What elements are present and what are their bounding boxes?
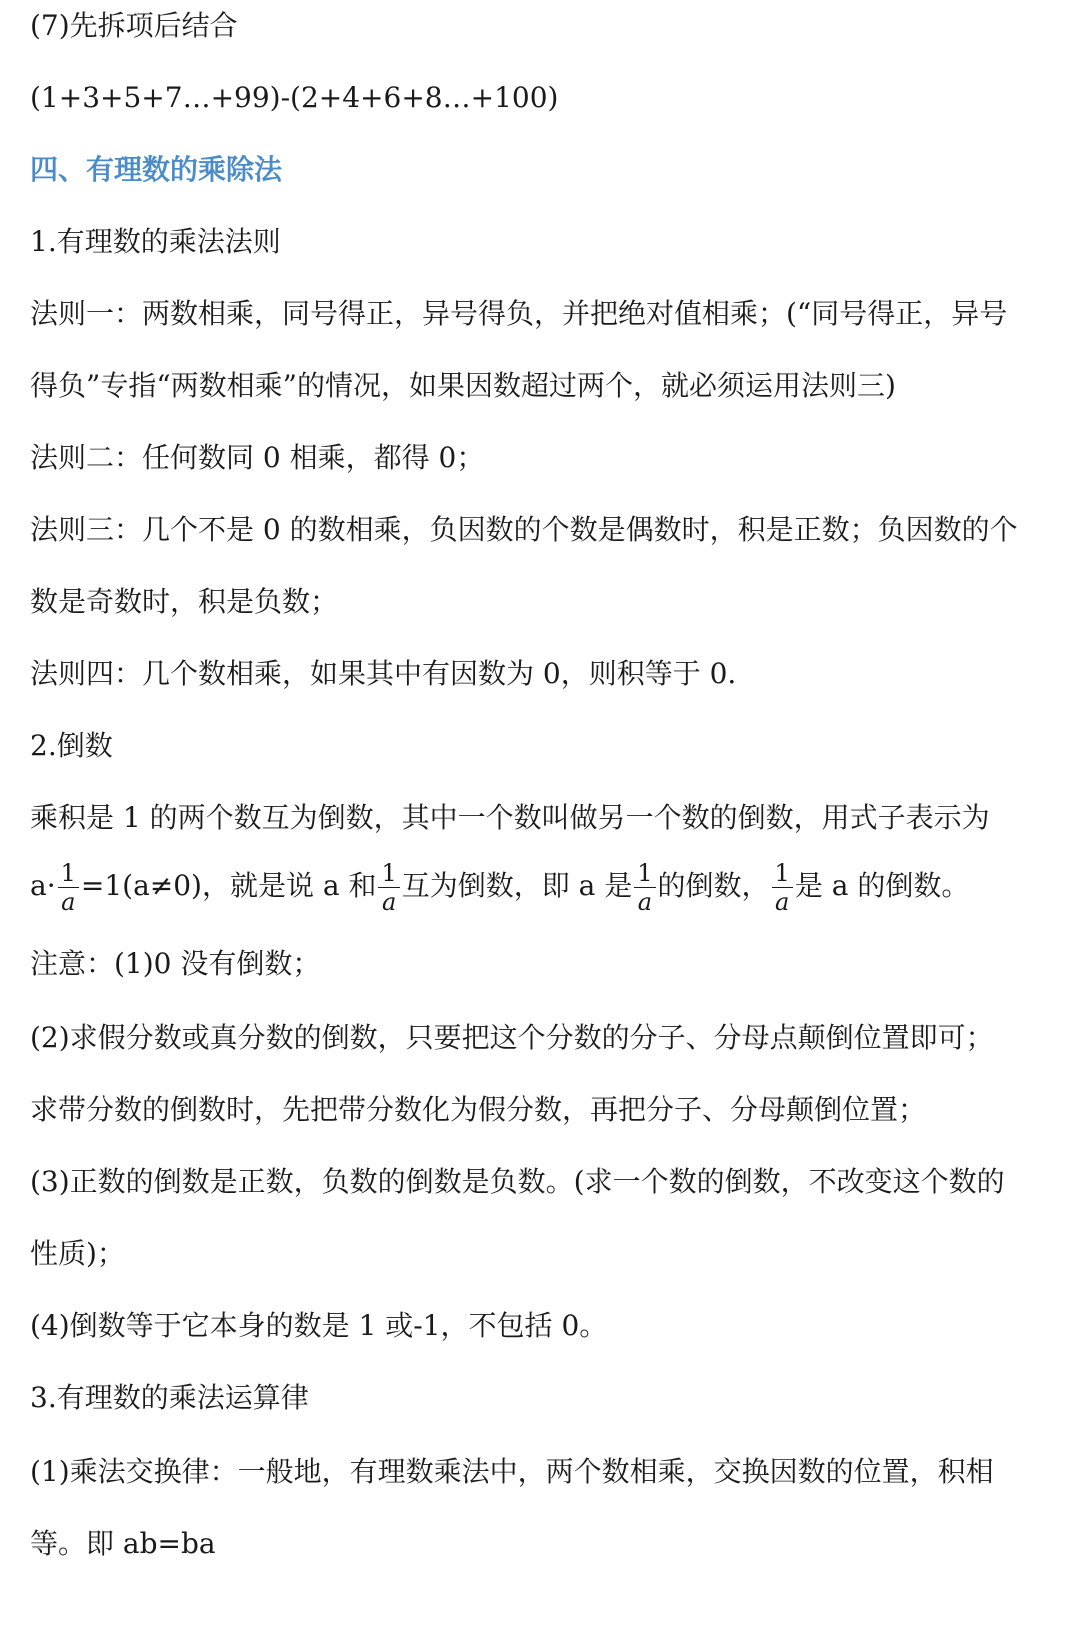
formula-part-2: =1(a≠0)，就是说 a 和 xyxy=(80,869,377,902)
note-4: (4)倒数等于它本身的数是 1 或-1，不包括 0。 xyxy=(30,1309,608,1342)
reciprocal-definition: 乘积是 1 的两个数互为倒数，其中一个数叫做另一个数的倒数，用式子表示为 xyxy=(30,801,990,834)
commutative-law-line-1: (1)乘法交换律：一般地，有理数乘法中，两个数相乘，交换因数的位置，积相 xyxy=(30,1455,994,1488)
subheading-reciprocal: 2.倒数 xyxy=(30,729,113,762)
rule-1-line-1: 法则一：两数相乘，同号得正，异号得负，并把绝对值相乘；(“同号得正，异号 xyxy=(30,297,1008,330)
fraction-1-over-a: $\frac{1}{a}$ xyxy=(634,861,655,914)
rule-3-line-2: 数是奇数时，积是负数； xyxy=(30,585,339,618)
subheading-multiplication-rule: 1.有理数的乘法法则 xyxy=(30,225,281,258)
rule-2: 法则二：任何数同 0 相乘，都得 0； xyxy=(30,441,485,474)
commutative-law-line-2: 等。即 ab=ba xyxy=(30,1527,216,1560)
expression-text: (1+3+5+7…+99)-(2+4+6+8…+100) xyxy=(30,81,559,114)
note-2-line-1: (2)求假分数或真分数的倒数，只要把这个分数的分子、分母点颠倒位置即可； xyxy=(30,1021,994,1054)
formula-part-3: 互为倒数，即 a 是 xyxy=(401,869,633,902)
note-3-line-2: 性质)； xyxy=(30,1237,125,1270)
subheading-multiplication-laws: 3.有理数的乘法运算律 xyxy=(30,1381,309,1414)
reciprocal-formula-line xyxy=(30,856,1056,916)
fraction-1-over-a: $\frac{1}{a}$ xyxy=(772,861,793,914)
formula-part-1: a· xyxy=(30,869,56,902)
fraction-1-over-a: $\frac{1}{a}$ xyxy=(58,861,79,914)
formula-part-5: 是 a 的倒数。 xyxy=(794,869,970,902)
formula-part-4: 的倒数， xyxy=(657,869,770,902)
rule-3-line-1: 法则三：几个不是 0 的数相乘，负因数的个数是偶数时，积是正数；负因数的个 xyxy=(30,513,1018,546)
rule-4: 法则四：几个数相乘，如果其中有因数为 0，则积等于 0. xyxy=(30,657,737,690)
section-heading: 四、有理数的乘除法 xyxy=(30,153,283,186)
step-7-text: (7)先拆项后结合 xyxy=(30,9,238,42)
note-3-line-1: (3)正数的倒数是正数，负数的倒数是负数。(求一个数的倒数，不改变这个数的 xyxy=(30,1165,1005,1198)
rule-1-line-2: 得负”专指“两数相乘”的情况，如果因数超过两个，就必须运用法则三) xyxy=(30,369,896,402)
note-2-line-2: 求带分数的倒数时，先把带分数化为假分数，再把分子、分母颠倒位置； xyxy=(30,1093,927,1126)
note-1: 注意：(1)0 没有倒数； xyxy=(30,947,321,980)
fraction-1-over-a: $\frac{1}{a}$ xyxy=(378,861,399,914)
